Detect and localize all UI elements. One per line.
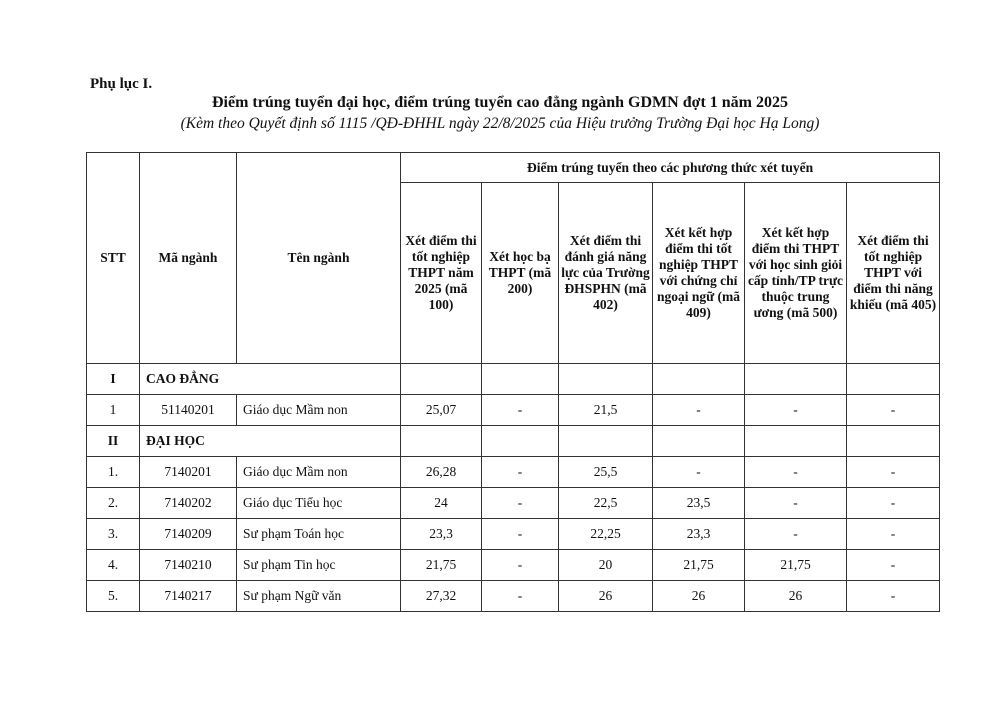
- cell-score: -: [847, 457, 940, 488]
- cell-stt: 4.: [87, 550, 140, 581]
- cell-score: -: [847, 519, 940, 550]
- cell-code: 7140202: [140, 488, 237, 519]
- cell-score: 23,5: [653, 488, 745, 519]
- section-number: II: [87, 426, 140, 457]
- cell-score: 21,75: [745, 550, 847, 581]
- cell-code: 7140210: [140, 550, 237, 581]
- section-number: I: [87, 364, 140, 395]
- cell-stt: 5.: [87, 581, 140, 612]
- cell-score: 26: [653, 581, 745, 612]
- cell-code: 7140217: [140, 581, 237, 612]
- cell-score: -: [653, 457, 745, 488]
- cell-name: Giáo dục Tiểu học: [237, 488, 401, 519]
- document-title: Điểm trúng tuyển đại học, điểm trúng tuyển cao đẳng ngành GDMN đợt 1 năm 2025: [211, 94, 788, 111]
- cell-score: -: [482, 488, 559, 519]
- cell-stt: 3.: [87, 519, 140, 550]
- cell-name: Giáo dục Mầm non: [237, 457, 401, 488]
- header-code: Mã ngành: [140, 153, 237, 364]
- section-label: ĐẠI HỌC: [140, 426, 401, 457]
- cell-score: -: [482, 457, 559, 488]
- cell-name: Sư phạm Toán học: [237, 519, 401, 550]
- cell-score: 21,75: [653, 550, 745, 581]
- cell-score: 20: [559, 550, 653, 581]
- header-method: Xét điểm thi tốt nghiệp THPT với điểm thi năng khiếu (mã 405): [847, 183, 940, 364]
- cell-code: 7140209: [140, 519, 237, 550]
- cell-score: 23,3: [401, 519, 482, 550]
- cell-stt: 1: [87, 395, 140, 426]
- document-subtitle: (Kèm theo Quyết định số 1115 /QĐ-ĐHHL ngày 22/8/2025 của Hiệu trưởng Trường Đại học Hạ Long): [180, 115, 820, 132]
- cell-score: -: [482, 519, 559, 550]
- header-method: Xét kết hợp điểm thi tốt nghiệp THPT với chứng chỉ ngoại ngữ (mã 409): [653, 183, 745, 364]
- cell-score: 22,25: [559, 519, 653, 550]
- cell-score: -: [847, 488, 940, 519]
- cell-score: 27,32: [401, 581, 482, 612]
- cell-score: -: [847, 581, 940, 612]
- section-label: CAO ĐẲNG: [140, 364, 401, 395]
- cell-score: -: [745, 488, 847, 519]
- cell-score: -: [482, 395, 559, 426]
- section-row: [87, 364, 940, 395]
- cell-score: -: [653, 395, 745, 426]
- cell-name: Sư phạm Ngữ văn: [237, 581, 401, 612]
- table-row: [87, 519, 940, 550]
- table-row: [87, 488, 940, 519]
- cell-code: 7140201: [140, 457, 237, 488]
- cell-score: -: [847, 395, 940, 426]
- cell-score: -: [745, 395, 847, 426]
- cell-stt: 2.: [87, 488, 140, 519]
- table-row: [87, 457, 940, 488]
- header-methods-group: Điểm trúng tuyển theo các phương thức xét tuyển: [401, 153, 940, 183]
- header-stt: STT: [87, 153, 140, 364]
- header-method: Xét kết hợp điểm thi THPT với học sinh giỏi cấp tỉnh/TP trực thuộc trung ương (mã 500): [745, 183, 847, 364]
- cell-score: 25,07: [401, 395, 482, 426]
- cell-score: 26: [559, 581, 653, 612]
- cell-name: Sư phạm Tin học: [237, 550, 401, 581]
- header-method: Xét điểm thi đánh giá năng lực của Trường ĐHSPHN (mã 402): [559, 183, 653, 364]
- cell-score: 25,5: [559, 457, 653, 488]
- admission-scores-table: [86, 152, 940, 612]
- cell-score: 26: [745, 581, 847, 612]
- cell-name: Giáo dục Mầm non: [237, 395, 401, 426]
- cell-score: -: [482, 581, 559, 612]
- table-row: [87, 395, 940, 426]
- cell-score: -: [482, 550, 559, 581]
- table-row: [87, 581, 940, 612]
- cell-score: -: [745, 519, 847, 550]
- cell-score: 24: [401, 488, 482, 519]
- appendix-label: Phụ lục I.: [90, 76, 153, 92]
- cell-score: -: [745, 457, 847, 488]
- cell-score: 26,28: [401, 457, 482, 488]
- header-method: Xét học bạ THPT (mã 200): [482, 183, 559, 364]
- cell-code: 51140201: [140, 395, 237, 426]
- cell-score: 21,5: [559, 395, 653, 426]
- cell-score: 21,75: [401, 550, 482, 581]
- table-row: [87, 550, 940, 581]
- cell-score: -: [847, 550, 940, 581]
- header-row: [87, 153, 940, 183]
- header-method: Xét điểm thi tốt nghiệp THPT năm 2025 (mã 100): [401, 183, 482, 364]
- cell-score: 22,5: [559, 488, 653, 519]
- cell-score: 23,3: [653, 519, 745, 550]
- header-name: Tên ngành: [237, 153, 401, 364]
- cell-stt: 1.: [87, 457, 140, 488]
- section-row: [87, 426, 940, 457]
